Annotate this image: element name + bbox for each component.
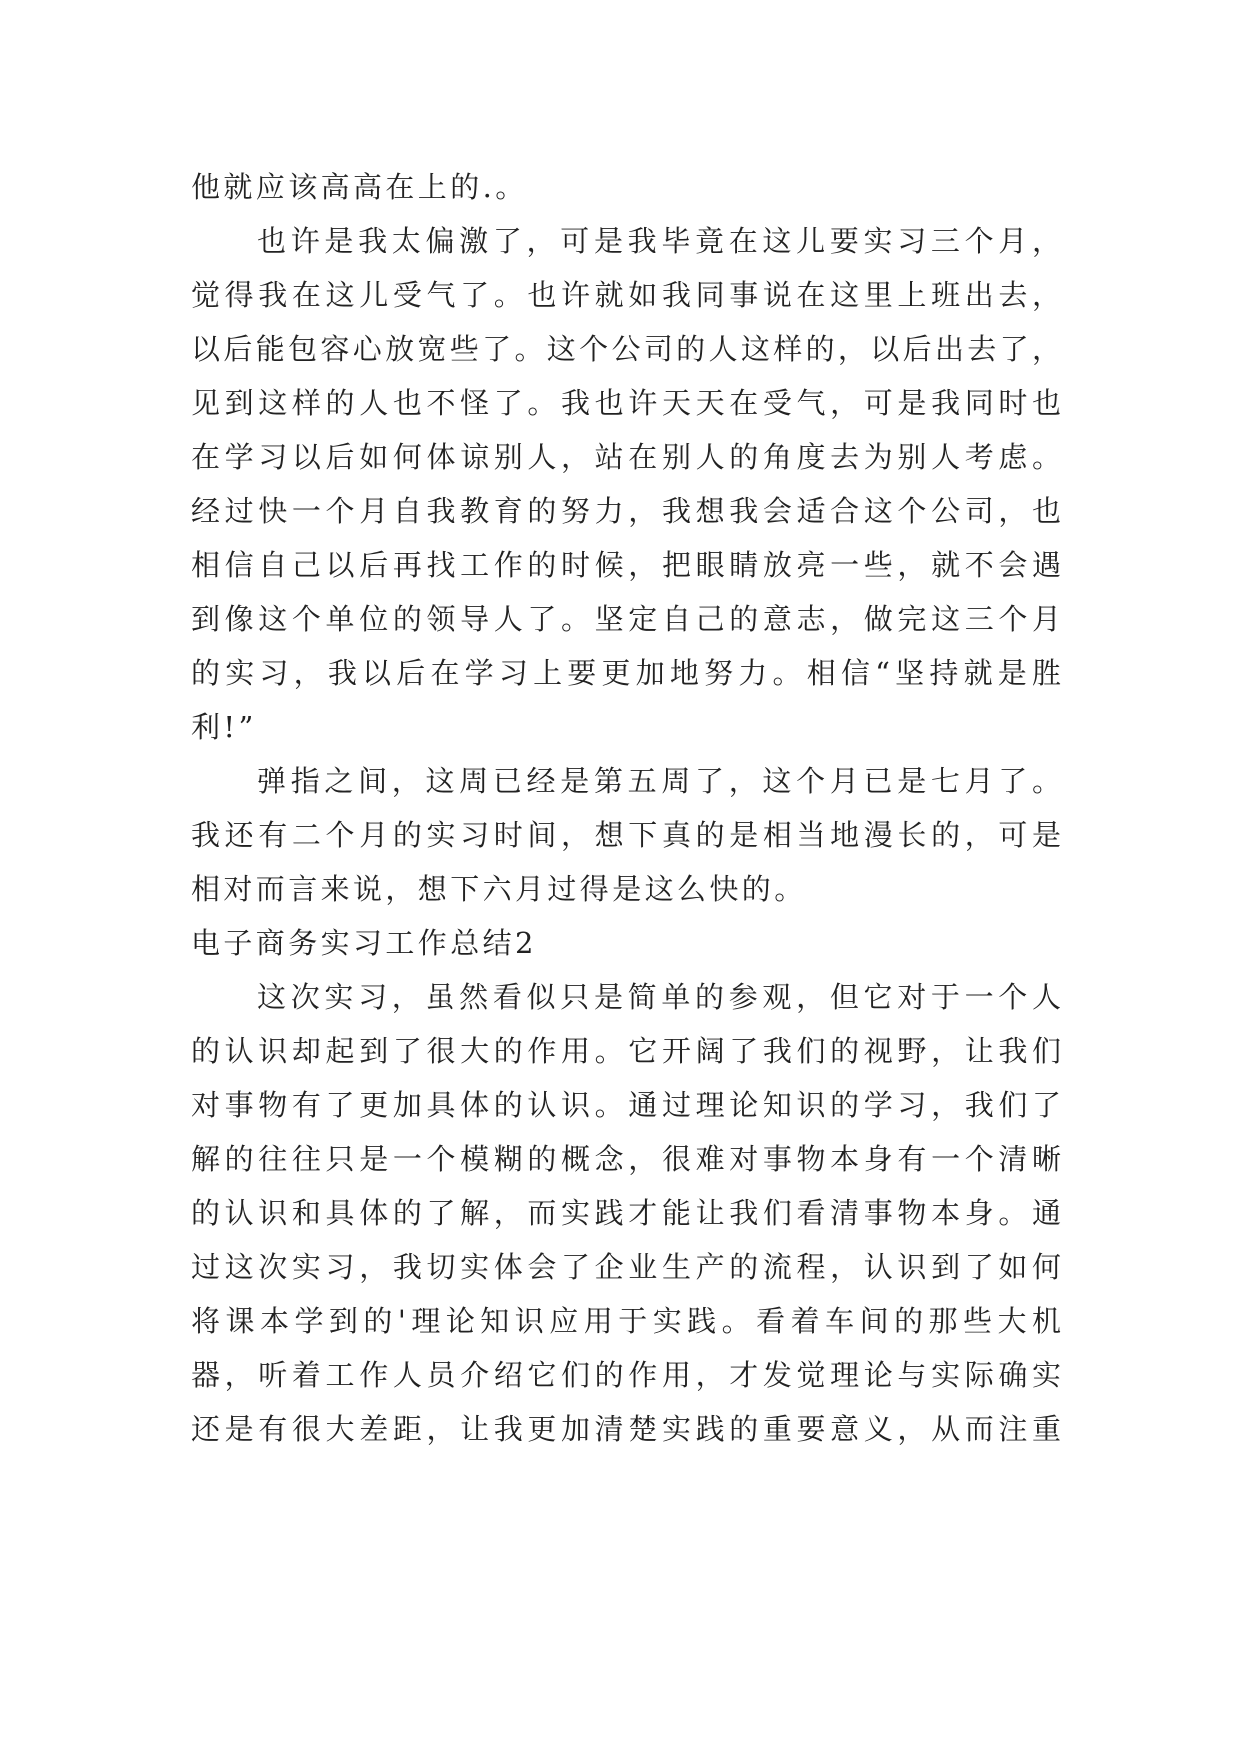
text-line: 见到这样的人也不怪了。我也许天天在受气，可是我同时也 [191, 386, 1061, 420]
text-line: 的认识却起到了很大的作用。它开阔了我们的视野，让我们 [191, 1034, 1061, 1068]
text-line: 他就应该高高在上的.。 [191, 170, 528, 204]
text-line: 过这次实习，我切实体会了企业生产的流程，认识到了如何 [191, 1250, 1061, 1284]
text-line: 还是有很大差距，让我更加清楚实践的重要意义，从而注重 [191, 1412, 1061, 1446]
text-line: 利!” [191, 710, 257, 744]
text-line: 以后能包容心放宽些了。这个公司的人这样的，以后出去了， [191, 332, 1061, 366]
text-line: 解的往往只是一个模糊的概念，很难对事物本身有一个清晰 [191, 1142, 1061, 1176]
text-line: 对事物有了更加具体的认识。通过理论知识的学习，我们了 [191, 1088, 1061, 1122]
text-line: 器，听着工作人员介绍它们的作用，才发觉理论与实际确实 [191, 1358, 1061, 1392]
text-line: 这次实习，虽然看似只是简单的参观，但它对于一个人 [257, 980, 1061, 1014]
text-line: 相对而言来说，想下六月过得是这么快的。 [191, 872, 807, 906]
text-line: 经过快一个月自我教育的努力，我想我会适合这个公司，也 [191, 494, 1061, 528]
text-line: 电子商务实习工作总结2 [191, 926, 537, 960]
text-line: 到像这个单位的领导人了。坚定自己的意志，做完这三个月 [191, 602, 1061, 636]
text-line: 也许是我太偏激了，可是我毕竟在这儿要实习三个月， [257, 224, 1061, 258]
text-line: 在学习以后如何体谅别人，站在别人的角度去为别人考虑。 [191, 440, 1061, 474]
text-line: 弹指之间，这周已经是第五周了，这个月已是七月了。 [257, 764, 1061, 798]
text-line: 觉得我在这儿受气了。也许就如我同事说在这里上班出去， [191, 278, 1061, 312]
text-line: 相信自己以后再找工作的时候，把眼睛放亮一些，就不会遇 [191, 548, 1061, 582]
text-line: 的认识和具体的了解，而实践才能让我们看清事物本身。通 [191, 1196, 1061, 1230]
text-line: 我还有二个月的实习时间，想下真的是相当地漫长的，可是 [191, 818, 1061, 852]
text-line: 将课本学到的'理论知识应用于实践。看着车间的那些大机 [191, 1304, 1061, 1338]
text-line: 的实习，我以后在学习上要更加地努力。相信“坚持就是胜 [191, 656, 1061, 690]
document-body [191, 160, 1061, 1456]
